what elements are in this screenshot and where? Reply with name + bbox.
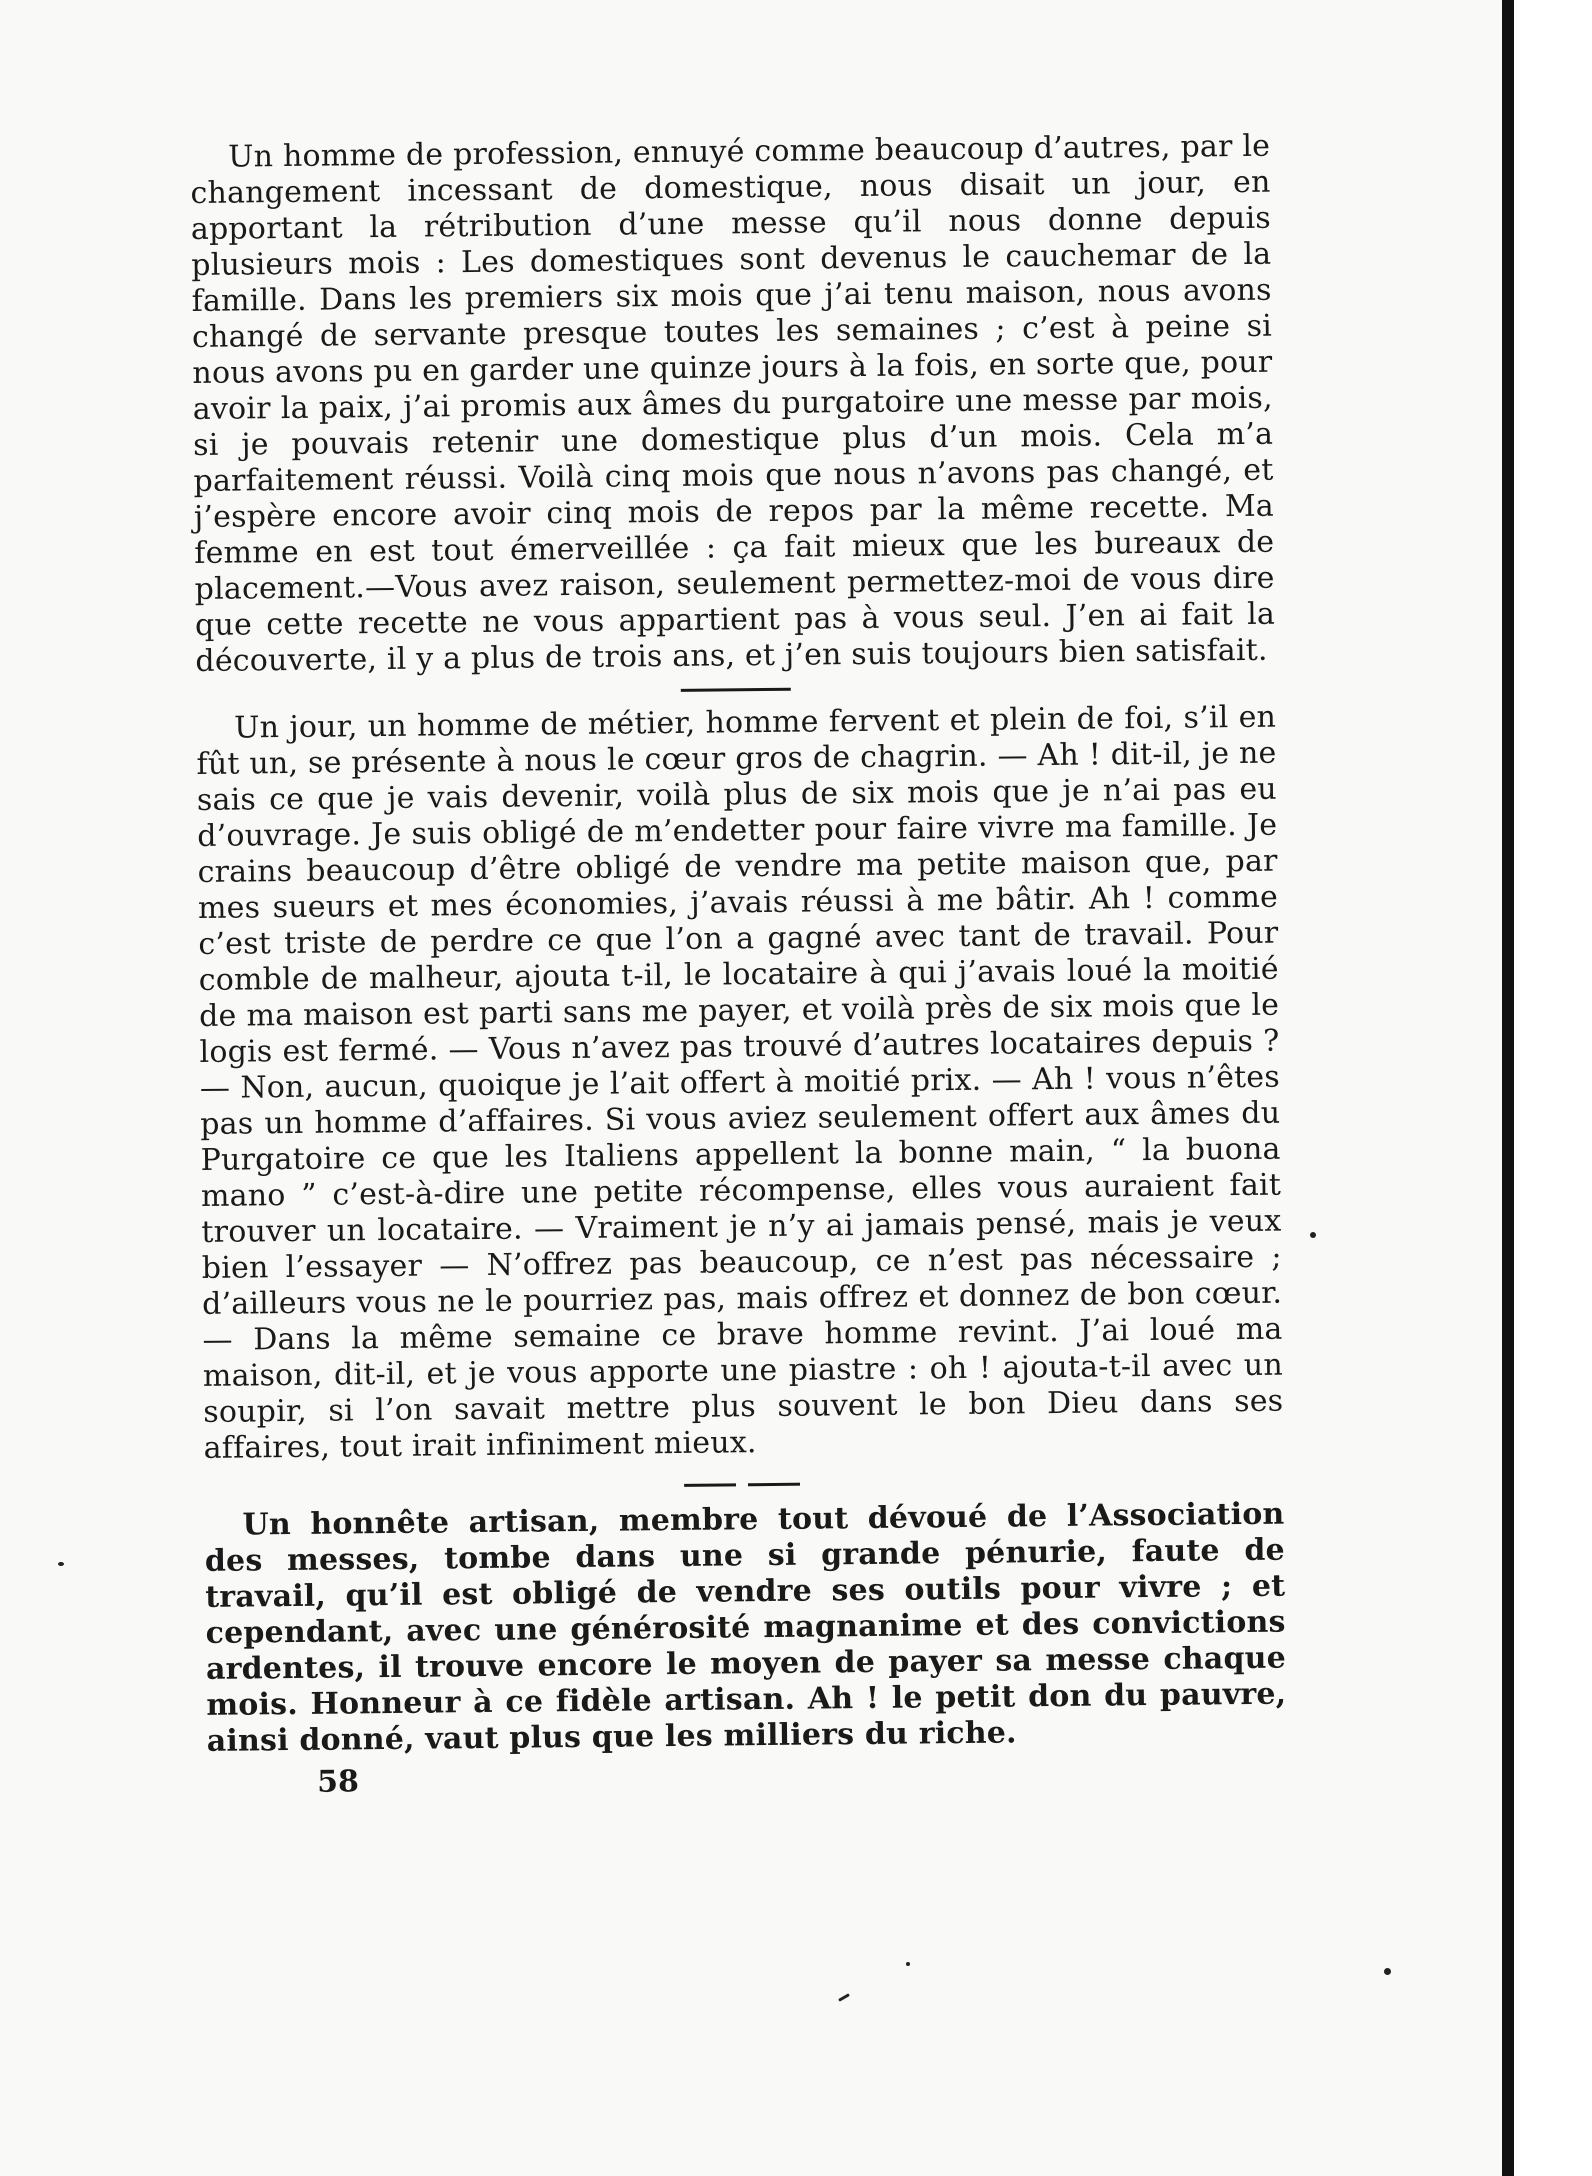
scan-margin bbox=[1514, 0, 1592, 2176]
scan-speck bbox=[58, 1562, 64, 1566]
paragraph-artisan-anecdote: Un honnête artisan, membre tout dévoué de l’Association des messes, tombe dans une si grande pénurie, faute de travail, qu’il est obligé de vendre ses outils pour vivre ; et cependant, avec une générosité magnanime et des convictions ardentes, il trouve encore le moyen de payer sa messe chaque mois. Honneur à ce fidèle artisan. Ah ! le petit don du pauvre, ainsi donné, vaut plus que les milliers du riche. bbox=[204, 1496, 1287, 1759]
scan-speck bbox=[1310, 1232, 1316, 1238]
page-edge bbox=[1502, 0, 1514, 2176]
scan-speck bbox=[838, 1993, 850, 2002]
section-separator bbox=[681, 688, 791, 692]
paragraph-tenant-anecdote: Un jour, un homme de métier, homme fervent et plein de foi, s’il en fût un, se présente à nous le cœur gros de chagrin. — Ah ! dit-il, je ne sais ce que je vais devenir, voilà plus de six mois que je n’ai pas eu d’ouvrage. Je suis obligé de m’endetter pour faire vivre ma famille. Je crains beaucoup d’être obligé de vendre ma petite maison que, par mes sueurs et mes économies, j’avais réussi à me bâtir. Ah ! comme c’est triste de perdre ce que l’on a gagné avec tant de travail. Pour comble de malheur, ajouta t-il, le locataire à qui j’avais loué la moitié de ma maison est parti sans me payer, et voilà près de six mois que le logis est fermé. — Vous n’avez pas trouvé d’autres locataires depuis ? — Non, aucun, quoique je l’ait offert à moitié prix. — Ah ! vous n’êtes pas un homme d’affaires. Si vous aviez seulement offert aux âmes du Purgatoire ce que les Italiens appellent la bonne main, “ la buona mano ” c’est-à-dire une petite récompense, elles vous auraient fait trouver un locataire. — Vraiment je n’y ai jamais pensé, mais je veux bien l’essayer — N’offrez pas beaucoup, ce n’est pas nécessaire ; d’ailleurs vous ne le pourriez pas, mais offrez et donnez de bon cœur. — Dans la même semaine ce brave homme revint. J’ai loué ma maison, dit-il, et je vous apporte une piastre : oh ! ajouta-t-il avec un soupir, si l’on savait mettre plus souvent le bon Dieu dans ses affaires, tout irait infiniment mieux. bbox=[196, 699, 1284, 1466]
page-number: 58 bbox=[317, 1764, 360, 1800]
scan-speck bbox=[906, 1962, 910, 1966]
page-text bbox=[190, 129, 1287, 1801]
section-separator bbox=[684, 1483, 804, 1487]
paragraph-maid-anecdote: Un homme de profession, ennuyé comme beaucoup d’autres, par le changement incessant de domestique, nous disait un jour, en apportant la rétribution d’une messe qu’il nous donne depuis plusieurs mois : Les domestiques sont devenus le cauchemar de la famille. Dans les premiers six mois que j’ai tenu maison, nous avons changé de servante presque toutes les semaines ; c’est à peine si nous avons pu en garder une quinze jours à la fois, en sorte que, pour avoir la paix, j’ai promis aux âmes du purgatoire une messe par mois, si je pouvais retenir une domestique plus d’un mois. Cela m’a parfaitement réussi. Voilà cinq mois que nous n’avons pas changé, et j’espère encore avoir cinq mois de repos par la même recette. Ma femme en est tout émerveillée : ça fait mieux que les bureaux de placement.—Vous avez raison, seulement permettez-moi de vous dire que cette recette ne vous appartient pas à vous seul. J’en ai fait la découverte, il y a plus de trois ans, et j’en suis toujours bien satisfait. bbox=[190, 128, 1276, 679]
scan-speck bbox=[1384, 1968, 1391, 1975]
